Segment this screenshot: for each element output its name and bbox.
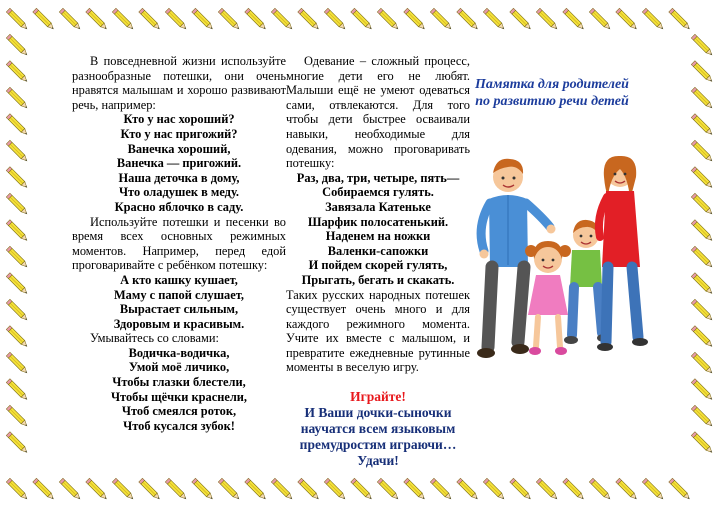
pencil-icon: [691, 246, 713, 268]
pencil-icon: [691, 299, 713, 321]
pencil-icon: [483, 478, 505, 500]
poem-1: [72, 112, 286, 214]
pencil-icon: [377, 8, 399, 30]
closing-line: премудростям играючи…: [299, 437, 457, 453]
pencil-icon: [536, 8, 558, 30]
pencil-icon: [351, 478, 373, 500]
poem-line: Чтоб смеялся роток,: [121, 404, 237, 419]
pencil-icon: [165, 478, 187, 500]
pencil-icon: [6, 61, 28, 83]
poem-line: Вырастает сильным,: [119, 302, 239, 317]
pencil-icon: [86, 8, 108, 30]
pencil-icon: [6, 273, 28, 295]
poem-line: Прыгать, бегать и скакать.: [301, 272, 455, 287]
pencil-icon: [6, 352, 28, 374]
pencil-icon: [6, 432, 28, 454]
pencil-icon: [483, 8, 505, 30]
family-illustration: [462, 147, 648, 372]
pencil-icon: [33, 478, 55, 500]
pencil-icon: [642, 478, 664, 500]
leaflet-title: [460, 76, 644, 110]
pencil-icon: [245, 478, 267, 500]
pencil-icon: [642, 8, 664, 30]
pencil-icon: [691, 220, 713, 242]
poem-line: Кто у нас хороший?: [123, 112, 235, 127]
pencil-icon: [669, 478, 691, 500]
pencil-icon: [457, 8, 479, 30]
pencil-icon: [324, 478, 346, 500]
column-2: [286, 54, 470, 469]
pencil-icon: [430, 478, 452, 500]
poem-line: Наденем на ножки: [325, 229, 431, 244]
pencil-icon: [457, 478, 479, 500]
pencil-icon: [6, 246, 28, 268]
title-line-1: Памятка для родителей: [475, 77, 629, 92]
pencil-icon: [6, 193, 28, 215]
pencil-icon: [691, 193, 713, 215]
mother-figure: [597, 156, 648, 351]
poem-line: Наша деточка в дому,: [118, 170, 240, 185]
dressing-intro: Одевание – сложный процесс, многие дети его не любят. Малыши ещё не умеют одеваться сами, отвлекаются. Для того чтобы дети быстрее осваивали навыки, необходимые для одевания, можно проговаривать потешку:: [286, 54, 470, 171]
pencil-icon: [6, 299, 28, 321]
pencil-icon: [218, 478, 240, 500]
pencil-icon: [112, 8, 134, 30]
pencil-icon: [192, 478, 214, 500]
pencil-icon: [324, 8, 346, 30]
column-1: [72, 54, 286, 433]
poem-line: Завязала Катеньке: [325, 199, 431, 214]
pencil-icon: [536, 478, 558, 500]
pencil-icon: [510, 478, 532, 500]
pencil-icon: [691, 326, 713, 348]
paragraph-3: Умывайтесь со словами:: [90, 331, 219, 346]
play-heading: Играйте!: [350, 389, 406, 405]
pencil-icon: [691, 140, 713, 162]
pencil-icon: [430, 8, 452, 30]
pencil-icon: [6, 87, 28, 109]
pencil-icon: [271, 478, 293, 500]
pencil-icon: [669, 8, 691, 30]
poem-line: Валенки-сапожки: [327, 243, 429, 258]
pencil-icon: [691, 405, 713, 427]
poem-line: А кто кашку кушает,: [120, 272, 238, 287]
poem-line: Собираемся гулять.: [322, 185, 434, 200]
poem-line: Умой моё личико,: [128, 360, 230, 375]
pencil-icon: [6, 140, 28, 162]
pencil-icon: [6, 326, 28, 348]
pencil-icon: [6, 8, 28, 30]
pencil-icon: [271, 8, 293, 30]
paragraph-folk-rhymes: Таких русских народных потешек существует очень много и для каждого режимного момента. Учите их вместе с малышом, и превратите ежедневные рутинные моменты в веселую игру.: [286, 287, 470, 375]
pencil-icon: [192, 8, 214, 30]
poem-line: Чтоб кусался зубок!: [123, 418, 235, 433]
poem-2: [72, 273, 286, 331]
poem-line: Ванечка хороший,: [127, 141, 231, 156]
pencil-icon: [589, 8, 611, 30]
pencil-icon: [245, 8, 267, 30]
pencil-icon: [139, 478, 161, 500]
pencil-icon: [691, 87, 713, 109]
pencil-icon: [218, 8, 240, 30]
poem-line: Здоровым и красивым.: [113, 316, 245, 331]
poem-line: Красно яблочко в саду.: [114, 199, 244, 214]
pencil-icon: [6, 114, 28, 136]
pencil-icon: [404, 8, 426, 30]
pencil-icon: [33, 8, 55, 30]
pencil-icon: [691, 114, 713, 136]
pencil-icon: [6, 167, 28, 189]
pencil-icon: [691, 352, 713, 374]
pencil-icon: [298, 478, 320, 500]
closing-line: И Ваши дочки-сыночки: [304, 405, 452, 421]
poem-line: Шарфик полосатенький.: [307, 214, 449, 229]
title-line-2: по развитию речи детей: [475, 94, 629, 109]
pencil-icon: [563, 8, 585, 30]
pencil-icon: [59, 478, 81, 500]
pencil-icon: [691, 432, 713, 454]
closing-text: [286, 405, 470, 469]
pencil-icon: [6, 379, 28, 401]
pencil-icon: [298, 8, 320, 30]
closing-line: Удачи!: [357, 453, 399, 469]
intro-text: В повседневной жизни используйте разнообразные потешки, они очень нравятся малышам и хорошо развивают речь, например:: [72, 54, 286, 112]
paragraph-2: Используйте потешки и песенки во время всех основных режимных моментов. Например, перед едой проговаривайте с ребёнком потешку:: [72, 214, 286, 273]
girl-figure: [525, 241, 571, 355]
poem-4: [286, 171, 470, 288]
poem-line: Чтобы щёчки краснели,: [110, 389, 248, 404]
pencil-icon: [6, 220, 28, 242]
pencil-icon: [589, 478, 611, 500]
poem-3: [72, 346, 286, 434]
pencil-icon: [563, 478, 585, 500]
pencil-icon: [691, 61, 713, 83]
closing-line: научатся всем языковым: [300, 421, 456, 437]
pencil-icon: [691, 167, 713, 189]
poem-line: Что оладушек в меду.: [118, 185, 240, 200]
pencil-icon: [165, 8, 187, 30]
pencil-icon: [139, 8, 161, 30]
pencil-icon: [112, 478, 134, 500]
pencil-icon: [691, 34, 713, 56]
pencil-icon: [691, 273, 713, 295]
pencil-icon: [691, 379, 713, 401]
pencil-icon: [377, 478, 399, 500]
pencil-icon: [510, 8, 532, 30]
poem-line: И пойдем скорей гулять,: [308, 258, 448, 273]
pencil-icon: [59, 8, 81, 30]
pencil-icon: [6, 478, 28, 500]
pencil-icon: [616, 478, 638, 500]
pencil-icon: [86, 478, 108, 500]
pencil-icon: [616, 8, 638, 30]
poem-line: Чтобы глазки блестели,: [112, 375, 246, 390]
pencil-icon: [404, 478, 426, 500]
poem-line: Кто у нас пригожий?: [120, 126, 238, 141]
pencil-icon: [351, 8, 373, 30]
poem-line: Маму с папой слушает,: [113, 287, 245, 302]
pencil-icon: [6, 34, 28, 56]
poem-line: Ванечка — пригожий.: [116, 156, 242, 171]
poem-line: Раз, два, три, четыре, пять—: [296, 170, 460, 185]
poem-line: Водичка-водичка,: [128, 345, 230, 360]
pencil-icon: [6, 405, 28, 427]
